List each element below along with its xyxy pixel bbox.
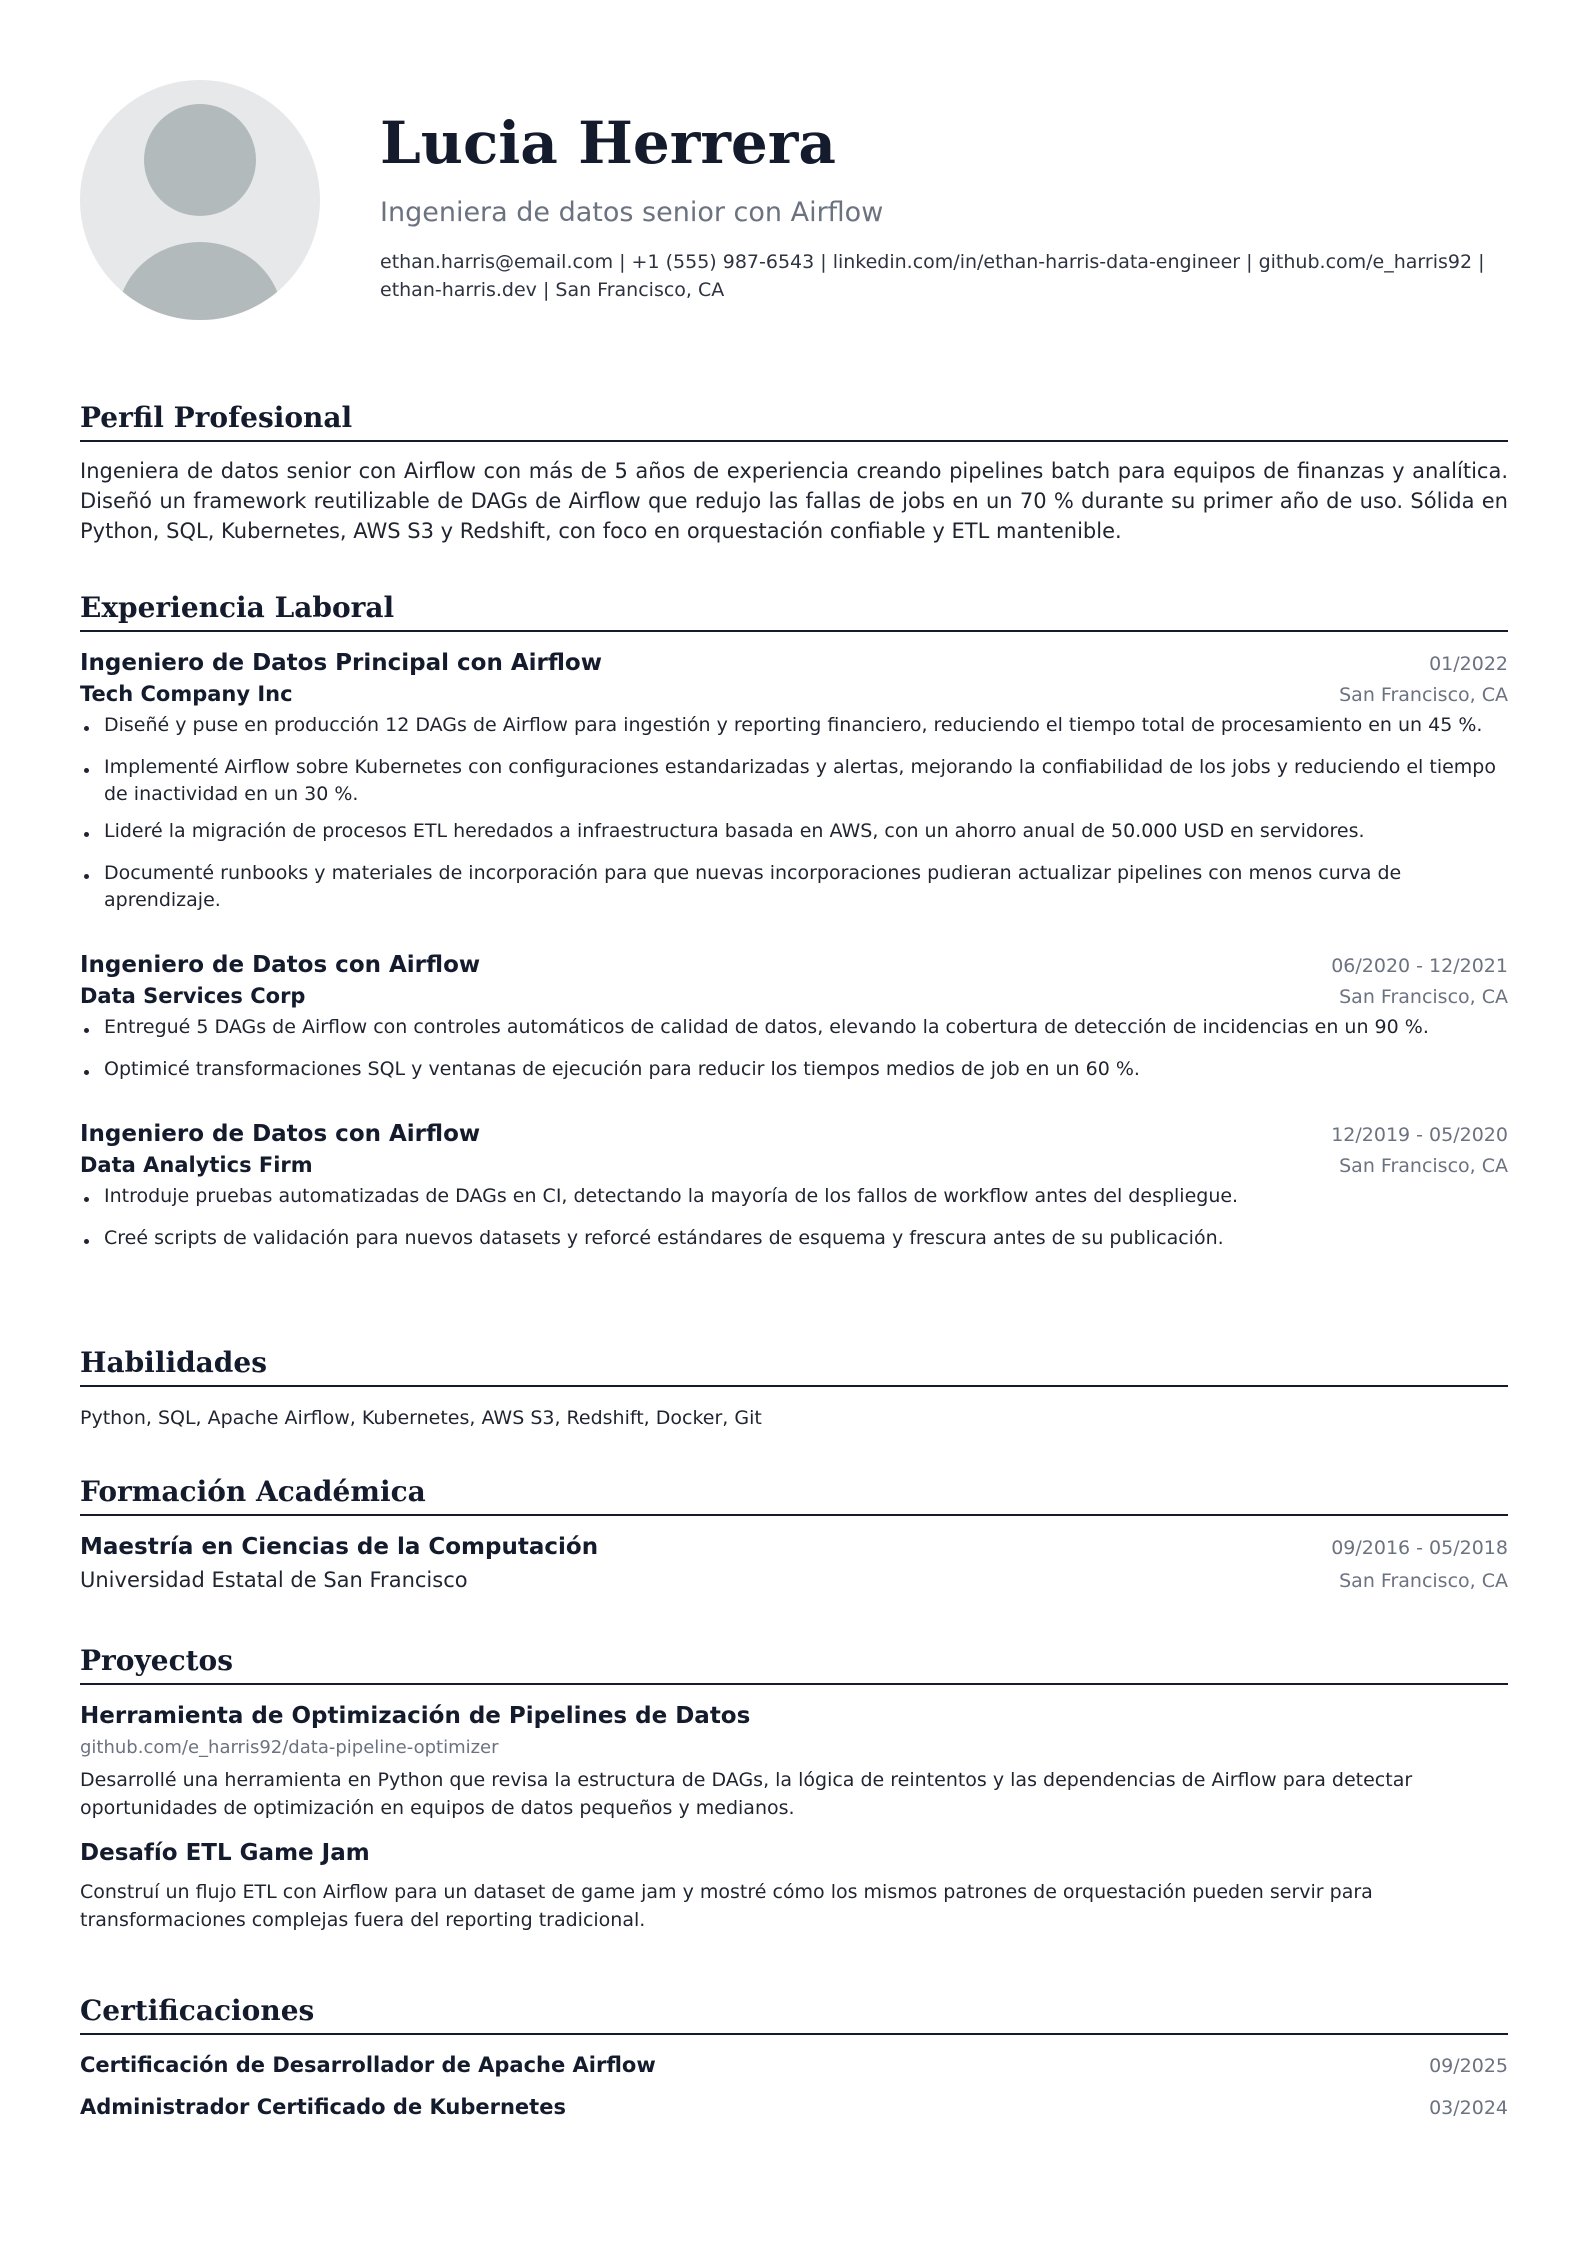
job-date: 01/2022: [1429, 653, 1508, 675]
job-role: Ingeniero de Datos con Airflow: [80, 952, 481, 978]
certification-date: 03/2024: [1429, 2097, 1508, 2119]
education-date: 09/2016 - 05/2018: [1331, 1537, 1508, 1559]
contact-line: ethan.harris@email.com | +1 (555) 987-6543 | linkedin.com/in/ethan-harris-data-engineer | github.com/e_harris92 | ethan-harris.dev | San Francisco, CA: [380, 251, 1485, 301]
job-location: San Francisco, CA: [1339, 986, 1508, 1008]
job-role: Ingeniero de Datos Principal con Airflow: [80, 650, 602, 676]
section-title: Experiencia Laboral: [80, 590, 1508, 632]
section-title: Certificaciones: [80, 1993, 1508, 2035]
job-bullets: [80, 1014, 1508, 1083]
education-degree: Maestría en Ciencias de la Computación: [80, 1534, 599, 1560]
job-entry: [80, 650, 1508, 914]
job-entry: [80, 1121, 1508, 1252]
candidate-name: Lucia Herrera: [380, 109, 836, 177]
avatar-head-shape: [144, 104, 256, 216]
job-company: Tech Company Inc: [80, 682, 293, 706]
job-bullet: Entregué 5 DAGs de Airflow con controles automáticos de calidad de datos, elevando la cobertura de detección de incidencias en un 90 %.: [104, 1014, 1508, 1041]
education-school: Universidad Estatal de San Francisco: [80, 1568, 468, 1592]
project-description: Desarrollé una herramienta en Python que revisa la estructura de DAGs, la lógica de reintentos y las dependencias de Airflow para detectar oportunidades de optimización en equipos de datos pequeños y medianos.: [80, 1769, 1413, 1819]
section-title: Perfil Profesional: [80, 400, 1508, 442]
job-location: San Francisco, CA: [1339, 684, 1508, 706]
job-company: Data Services Corp: [80, 984, 306, 1008]
resume-page: [80, 0, 1508, 2119]
certifications-section: [80, 1993, 1508, 2119]
project-entry: [80, 1703, 1508, 1822]
avatar-body-shape: [118, 242, 282, 320]
avatar-placeholder: [80, 80, 320, 320]
job-date: 12/2019 - 05/2020: [1331, 1124, 1508, 1146]
job-bullet: Implementé Airflow sobre Kubernetes con configuraciones estandarizadas y alertas, mejorando la confiabilidad de los jobs y reduciendo el tiempo de inactividad en un 30 %.: [104, 754, 1508, 808]
project-name: Desafío ETL Game Jam: [80, 1840, 370, 1866]
profile-section: [80, 400, 1508, 546]
experience-section: [80, 590, 1508, 1267]
certification-name: Administrador Certificado de Kubernetes: [80, 2095, 566, 2119]
job-company: Data Analytics Firm: [80, 1153, 313, 1177]
job-entry: [80, 952, 1508, 1083]
section-title: Formación Académica: [80, 1474, 1508, 1516]
project-link[interactable]: github.com/e_harris92/data-pipeline-optimizer: [80, 1737, 499, 1758]
profile-text: Ingeniera de datos senior con Airflow con más de 5 años de experiencia creando pipelines batch para equipos de finanzas y analítica. Diseñó un framework reutilizable de DAGs de Airflow que redujo las fallas de jobs en un 70 % durante su primer año de uso. Sólida en Python, SQL, Kubernetes, AWS S3 y Redshift, con foco en orquestación confiable y ETL mantenible.: [80, 459, 1508, 543]
job-bullet: Diseñé y puse en producción 12 DAGs de Airflow para ingestión y reporting financiero, reduciendo el tiempo total de procesamiento en un 45 %.: [104, 712, 1508, 739]
certification-date: 09/2025: [1429, 2055, 1508, 2077]
skills-section: [80, 1345, 1508, 1429]
certification-name: Certificación de Desarrollador de Apache Airflow: [80, 2053, 656, 2077]
resume-header: [80, 0, 1508, 340]
project-description: Construí un flujo ETL con Airflow para un dataset de game jam y mostré cómo los mismos patrones de orquestación pueden servir para transformaciones complejas fuera del reporting tradicional.: [80, 1881, 1373, 1931]
job-bullets: [80, 1183, 1508, 1252]
job-bullet: Lideré la migración de procesos ETL heredados a infraestructura basada en AWS, con un ahorro anual de 50.000 USD en servidores.: [104, 818, 1508, 845]
section-title: Habilidades: [80, 1345, 1508, 1387]
education-location: San Francisco, CA: [1339, 1570, 1508, 1592]
education-section: [80, 1474, 1508, 1592]
job-bullet: Documenté runbooks y materiales de incorporación para que nuevas incorporaciones pudieran actualizar pipelines con menos curva de aprendizaje.: [104, 860, 1508, 914]
job-bullet: Creé scripts de validación para nuevos datasets y reforcé estándares de esquema y frescura antes de su publicación.: [104, 1225, 1508, 1252]
skills-list: Python, SQL, Apache Airflow, Kubernetes, AWS S3, Redshift, Docker, Git: [80, 1407, 762, 1429]
candidate-headline: Ingeniera de datos senior con Airflow: [380, 197, 884, 228]
projects-section: [80, 1643, 1508, 1934]
job-location: San Francisco, CA: [1339, 1155, 1508, 1177]
project-entry: [80, 1840, 1508, 1934]
job-bullets: [80, 712, 1508, 914]
certification-entry: [80, 2053, 1508, 2077]
header-info: [380, 104, 1508, 304]
job-bullet: Optimicé transformaciones SQL y ventanas de ejecución para reducir los tiempos medios de job en un 60 %.: [104, 1056, 1508, 1083]
job-date: 06/2020 - 12/2021: [1331, 955, 1508, 977]
project-name: Herramienta de Optimización de Pipelines de Datos: [80, 1703, 751, 1729]
job-bullet: Introduje pruebas automatizadas de DAGs en CI, detectando la mayoría de los fallos de workflow antes del despliegue.: [104, 1183, 1508, 1210]
job-role: Ingeniero de Datos con Airflow: [80, 1121, 481, 1147]
section-title: Proyectos: [80, 1643, 1508, 1685]
certification-entry: [80, 2095, 1508, 2119]
